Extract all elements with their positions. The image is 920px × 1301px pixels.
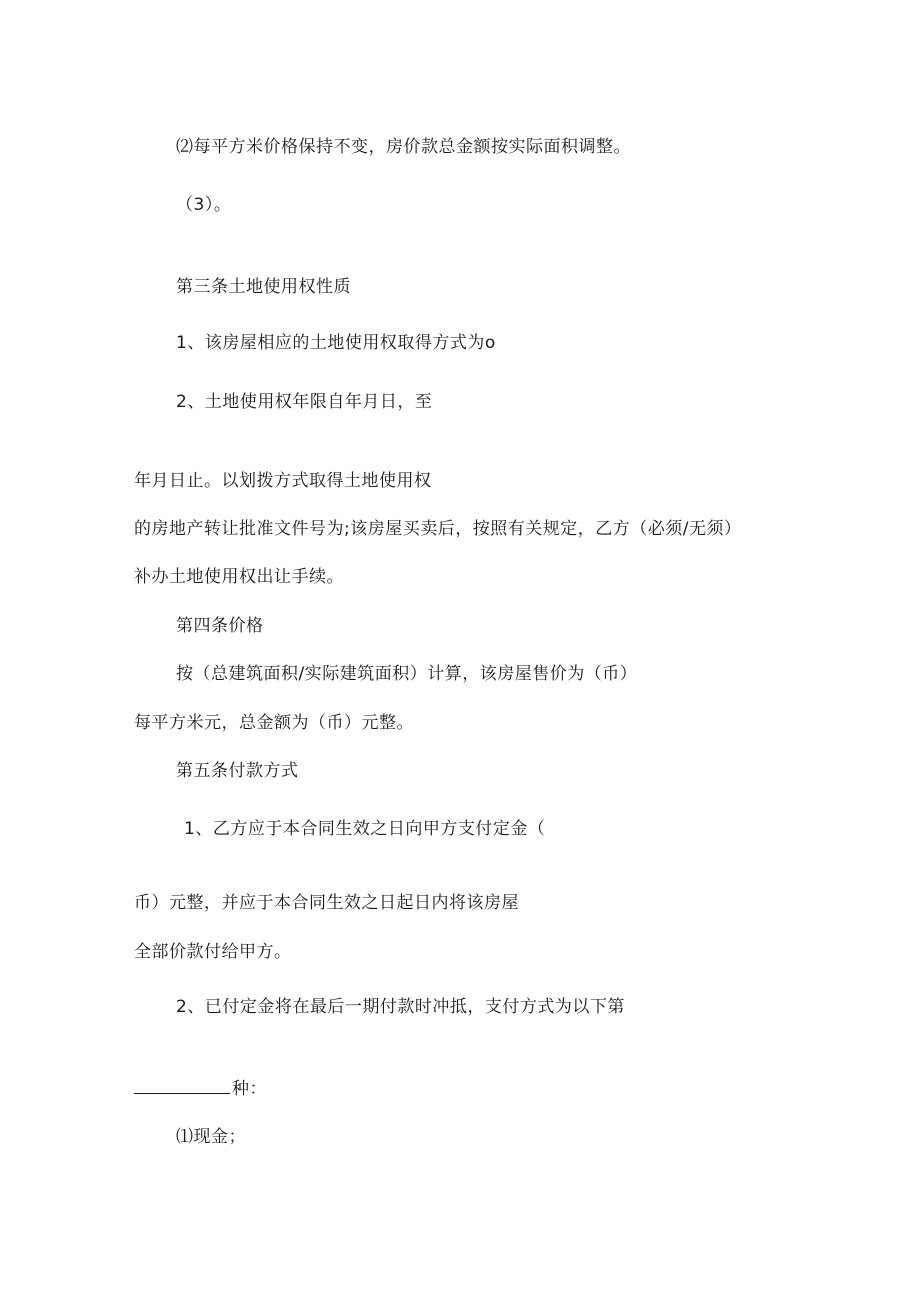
article-3-item-2-cont-1: 年月日止。以划拨方式取得土地使用权 <box>134 471 432 491</box>
article-5-heading: 第五条付款方式 <box>176 761 299 781</box>
clause-2-2: ⑵每平方米价格保持不变，房价款总金额按实际面积调整。 <box>176 137 631 157</box>
article-3-item-2-cont-2: 的房地产转让批准文件号为;该房屋买卖后，按照有关规定，乙方（必须/无须） <box>134 519 742 539</box>
article-4-body-cont: 每平方米元，总金额为（币）元整。 <box>134 713 414 733</box>
article-5-item-1-cont-1: 币）元整，并应于本合同生效之日起日内将该房屋 <box>134 893 519 913</box>
article-3-item-2: 2、土地使用权年限自年月日，至 <box>176 392 433 412</box>
payment-option-1: ⑴现金； <box>176 1127 246 1147</box>
fill-in-blank <box>134 1077 230 1094</box>
article-3-heading: 第三条土地使用权性质 <box>176 277 351 297</box>
article-3-item-1: 1、该房屋相应的土地使用权取得方式为o <box>176 333 496 353</box>
article-5-item-1: 1、乙方应于本合同生效之日向甲方支付定金（ <box>184 819 546 839</box>
article-3-item-2-cont-3: 补办土地使用权出让手续。 <box>134 567 344 587</box>
article-5-item-2: 2、已付定金将在最后一期付款时冲抵，支付方式为以下第 <box>176 997 625 1017</box>
blank-suffix: 种： <box>232 1079 267 1099</box>
clause-2-3: （3）。 <box>176 195 232 215</box>
article-4-body: 按（总建筑面积/实际建筑面积）计算，该房屋售价为（币） <box>176 664 638 684</box>
article-4-heading: 第四条价格 <box>176 616 264 636</box>
article-5-item-1-cont-2: 全部价款付给甲方。 <box>134 942 292 962</box>
article-5-item-2-cont <box>134 1077 267 1100</box>
